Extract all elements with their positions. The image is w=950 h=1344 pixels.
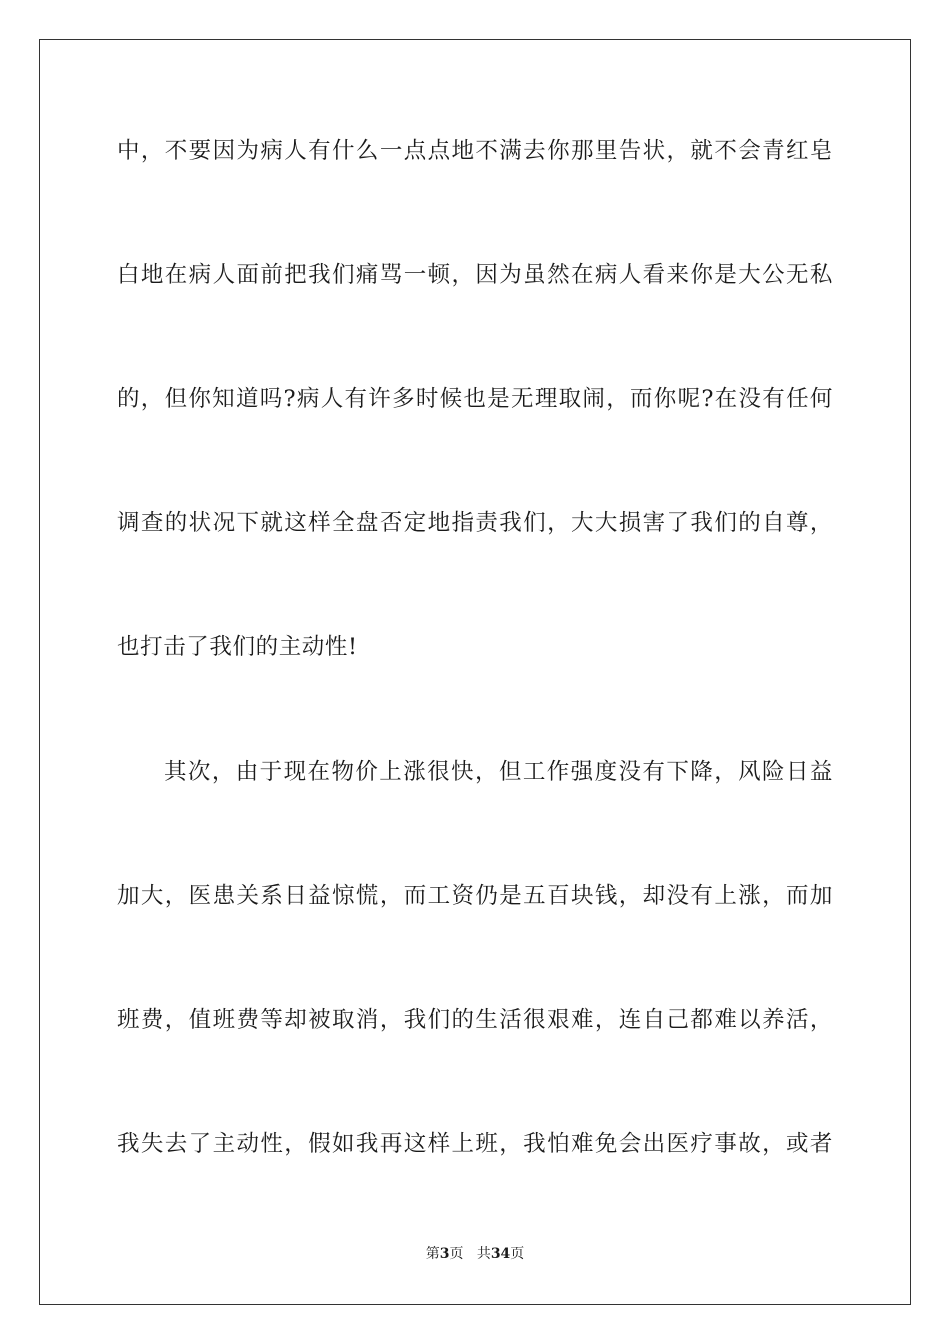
body-line-5: 也打击了我们的主动性! xyxy=(117,634,358,660)
total-suffix: 页 xyxy=(510,1246,525,1262)
page-footer xyxy=(0,1244,950,1264)
paragraph-2-line-4: 我失去了主动性，假如我再这样上班，我怕难免会出医疗事故，或者 xyxy=(117,1131,833,1157)
body-line-1: 中，不要因为病人有什么一点点地不满去你那里告状，就不会青红皂 xyxy=(117,138,833,164)
total-prefix: 共 xyxy=(476,1246,491,1262)
body-line-3: 的，但你知道吗?病人有许多时候也是无理取闹，而你呢?在没有任何 xyxy=(117,386,833,412)
body-line-2: 白地在病人面前把我们痛骂一顿，因为虽然在病人看来你是大公无私 xyxy=(117,262,833,288)
page-suffix: 页 xyxy=(449,1246,464,1262)
paragraph-2-line-1: 其次，由于现在物价上涨很快，但工作强度没有下降，风险日益 xyxy=(164,759,833,785)
page-border xyxy=(39,39,911,1305)
page-prefix: 第 xyxy=(425,1246,440,1262)
page-number: 3 xyxy=(439,1246,450,1262)
total-pages: 34 xyxy=(490,1246,511,1262)
paragraph-2-line-2: 加大，医患关系日益惊慌，而工资仍是五百块钱，却没有上涨，而加 xyxy=(117,883,833,909)
paragraph-2-line-3: 班费，值班费等却被取消，我们的生活很艰难，连自己都难以养活， xyxy=(117,1007,833,1033)
body-line-4: 调查的状况下就这样全盘否定地指责我们，大大损害了我们的自尊， xyxy=(117,510,833,536)
